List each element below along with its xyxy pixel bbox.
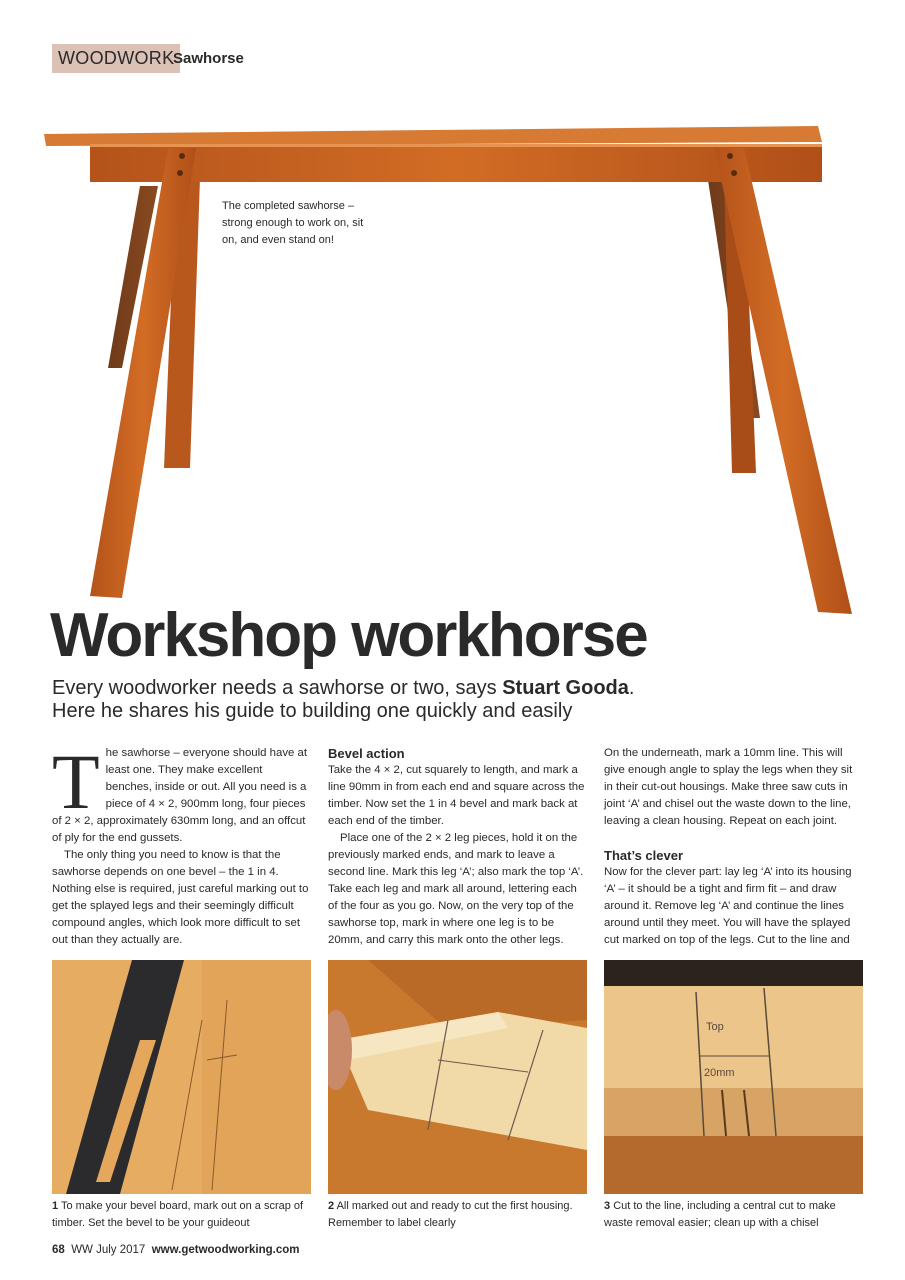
standfirst-lead: Every woodworker needs a sawhorse or two, says [52,677,503,699]
section-tag: WOODWORK [52,44,180,73]
photo-saw-cuts [604,960,863,1194]
page-number: 68 [52,1244,65,1256]
body-column-1 [52,738,310,949]
col1-para2: The only thing you need to know is that the sawhorse depends on one bevel – the 1 in 4. Nothing else is required, just careful marking out to get the splayed legs and their seemingly difficult compound angles, which look more difficult to set out than they actually are. [52,849,309,946]
page-footer [52,1244,300,1256]
standfirst [52,677,852,723]
caption-number-3: 3 [604,1200,611,1212]
col1-para1: he sawhorse – everyone should have at least one. They make excellent benches, inside or out. All you need is a piece of 4 × 2, 900mm long, four pieces of 2 × 2, approximately 630mm long, and an offcut of ply for the end gussets. [52,747,308,844]
caption-text-2: All marked out and ready to cut the first housing. Remember to label clearly [328,1200,573,1229]
caption-number-2: 2 [328,1200,335,1212]
caption-text-1: To make your bevel board, mark out on a scrap of timber. Set the bevel to be your guideout [52,1200,304,1229]
caption-text-3: Cut to the line, including a central cut to make waste removal easier; clean up with a chisel [604,1200,836,1229]
photo-bevel-board [52,960,311,1194]
pencil-mark-20mm: 20mm [704,1067,735,1079]
col3-para2: Now for the clever part: lay leg ‘A’ into its housing ‘A’ – it should be a tight and firm fit – and draw around it. Remove leg ‘A’ and continue the lines around until they meet. You will have the splayed cut marked on top of the legs. Cut to the line and [604,866,852,946]
photo-caption-2 [328,1198,590,1232]
section-subtitle: Sawhorse [173,50,244,67]
standfirst-line2: Here he shares his guide to building one quickly and easily [52,700,573,722]
photo-marked-housing [328,960,587,1194]
body-column-3 [604,745,862,949]
hero-caption: The completed sawhorse – strong enough to work on, sit on, and even stand on! [222,200,364,246]
col2-para2: Place one of the 2 × 2 leg pieces, hold it on the previously marked ends, and mark to leave a second line. Mark this leg ‘A’; also mark the top ‘A’. Take each leg and mark all around, lettering each of the four as you go. Now, on the very top of the sawhorse top, mark in where one leg is to be 20mm, and carry this mark onto the other legs. [328,832,584,946]
pencil-mark-top: Top [706,1021,724,1033]
hero-sawhorse-photo [40,118,862,618]
author-name: Stuart Gooda [502,677,629,699]
caption-number-1: 1 [52,1200,59,1212]
col2-para1: Take the 4 × 2, cut squarely to length, and mark a line 90mm in from each end and square across the timber. Now set the 1 in 4 bevel and mark back at each end of the timber. [328,764,585,827]
drop-cap: T [52,738,100,825]
heading-thats-clever: That’s clever [604,848,684,863]
issue-info: WW July 2017 [71,1244,146,1256]
col3-para1: On the underneath, mark a 10mm line. This will give enough angle to splay the legs when they sit in their cut-out housings. Make three saw cuts in joint ‘A’ and chisel out the waste down to the line, leaving a clean housing. Repeat on each joint. [604,747,853,827]
headline: Workshop workhorse [50,601,647,670]
photo-caption-3 [604,1198,866,1232]
photo-caption-1 [52,1198,314,1232]
website-link[interactable]: www.getwoodworking.com [151,1244,300,1256]
heading-bevel-action: Bevel action [328,746,405,761]
body-column-2 [328,745,586,949]
standfirst-period: . [628,677,635,699]
